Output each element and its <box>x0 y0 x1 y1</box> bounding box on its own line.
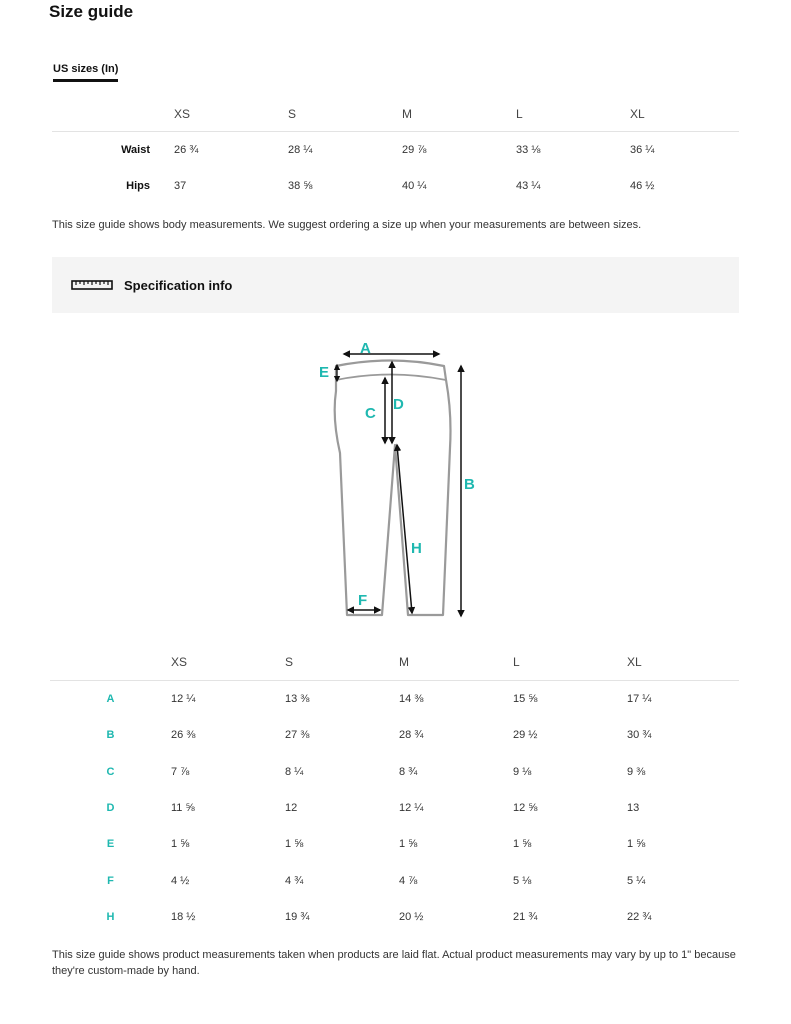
row-label-waist: Waist <box>121 144 150 156</box>
table-cell: 7 ⅞ <box>171 765 190 778</box>
table-cell: 1 ⅝ <box>171 838 190 851</box>
table-cell: 22 ¾ <box>627 910 652 923</box>
table-cell: 38 ⅝ <box>288 180 313 192</box>
size-table-header-row <box>52 96 739 132</box>
table-cell: 12 <box>285 802 298 815</box>
row-label-a: A <box>106 693 115 706</box>
label-f: F <box>358 592 368 609</box>
table-cell: 13 ⅜ <box>285 693 310 706</box>
table-cell: 33 ⅛ <box>516 144 541 156</box>
table-cell: 17 ¼ <box>627 693 652 706</box>
table-cell: 29 ⅞ <box>402 144 427 156</box>
spec-header-xl: XL <box>627 644 739 681</box>
row-label-c: C <box>106 765 115 778</box>
page-title: Size guide <box>49 2 134 21</box>
table-cell: 9 ⅜ <box>627 765 646 778</box>
row-label-d: D <box>106 802 115 815</box>
size-table <box>52 96 739 204</box>
row-label-f: F <box>107 874 114 887</box>
spec-header-l: L <box>513 644 627 681</box>
label-b: B <box>464 476 475 493</box>
table-cell: 13 <box>627 802 640 815</box>
spec-table-header-row <box>50 644 739 681</box>
table-cell: 4 ⅞ <box>399 874 418 887</box>
table-cell: 8 ¾ <box>399 765 418 778</box>
size-header-s: S <box>288 96 402 132</box>
table-cell: 30 ¾ <box>627 729 652 742</box>
table-cell: 1 ⅝ <box>513 838 532 851</box>
table-cell: 36 ¼ <box>630 144 655 156</box>
size-header-xl: XL <box>630 96 739 132</box>
leggings-diagram <box>315 333 490 623</box>
table-cell: 4 ¾ <box>285 874 304 887</box>
table-row <box>50 754 739 790</box>
table-row <box>50 826 739 862</box>
row-label-hips: Hips <box>126 180 150 192</box>
spec-table-corner <box>50 644 171 681</box>
size-header-m: M <box>402 96 516 132</box>
size-table-corner <box>52 96 174 132</box>
specification-title: Specification info <box>124 277 233 293</box>
row-label-e: E <box>106 838 115 851</box>
table-cell: 19 ¾ <box>285 910 310 923</box>
ruler-icon <box>71 278 113 292</box>
spec-header-s: S <box>285 644 399 681</box>
table-cell: 43 ¼ <box>516 180 541 192</box>
table-row <box>50 790 739 826</box>
table-cell: 20 ½ <box>399 910 424 923</box>
label-d: D <box>393 396 404 413</box>
table-cell: 26 ¾ <box>174 144 199 156</box>
table-cell: 1 ⅝ <box>285 838 304 851</box>
table-cell: 15 ⅝ <box>513 693 538 706</box>
size-header-xs: XS <box>174 96 288 132</box>
size-guide-note: This size guide shows body measurements. We suggest ordering a size up when your measurements are between sizes. <box>52 219 642 231</box>
table-cell: 4 ½ <box>171 874 190 887</box>
specification-table <box>50 644 739 935</box>
table-cell: 9 ⅛ <box>513 765 532 778</box>
table-cell: 29 ½ <box>513 729 538 742</box>
table-row <box>50 681 739 718</box>
product-measurement-note: This size guide shows product measurements taken when products are laid flat. Actual product measurements may vary by up to 1" because they're custom-made by hand. <box>52 949 736 977</box>
table-cell: 40 ¼ <box>402 180 427 192</box>
table-cell: 28 ¾ <box>399 729 424 742</box>
table-row <box>52 132 739 169</box>
spec-header-m: M <box>399 644 513 681</box>
table-row <box>50 862 739 898</box>
table-cell: 26 ⅜ <box>171 729 196 742</box>
table-cell: 5 ¼ <box>627 874 646 887</box>
table-row <box>50 717 739 753</box>
table-row <box>50 899 739 935</box>
unit-tabs <box>53 59 118 82</box>
table-cell: 46 ½ <box>630 180 655 192</box>
table-cell: 28 ¼ <box>288 144 313 156</box>
spec-header-xs: XS <box>171 644 285 681</box>
table-cell: 14 ⅜ <box>399 693 424 706</box>
table-cell: 1 ⅝ <box>399 838 418 851</box>
table-cell: 5 ⅛ <box>513 874 532 887</box>
table-cell: 8 ¼ <box>285 765 304 778</box>
label-a: A <box>360 340 371 357</box>
table-cell: 18 ½ <box>171 910 196 923</box>
row-label-h: H <box>106 910 115 923</box>
table-cell: 27 ⅜ <box>285 729 310 742</box>
row-label-b: B <box>106 729 115 742</box>
table-cell: 11 ⅝ <box>171 802 195 815</box>
tab-us-sizes[interactable]: US sizes (In) <box>53 63 118 82</box>
table-cell: 12 ⅝ <box>513 802 538 815</box>
specification-banner <box>52 257 739 313</box>
table-cell: 12 ¼ <box>399 802 424 815</box>
label-h: H <box>411 540 422 557</box>
size-header-l: L <box>516 96 630 132</box>
table-cell: 1 ⅝ <box>627 838 646 851</box>
table-cell: 21 ¾ <box>513 910 538 923</box>
label-c: C <box>365 405 376 422</box>
label-e: E <box>319 364 330 381</box>
table-row <box>52 168 739 204</box>
table-cell: 37 <box>174 180 187 192</box>
table-cell: 12 ¼ <box>171 693 196 706</box>
